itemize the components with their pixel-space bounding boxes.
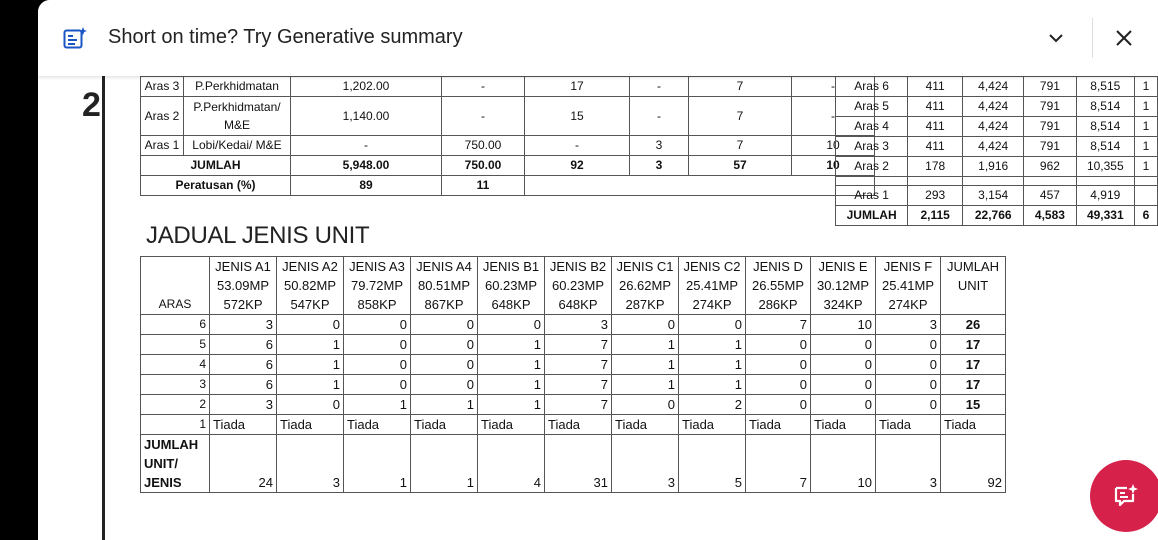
column-header: JENIS B2 <box>545 257 612 277</box>
column-header: JENIS F <box>876 257 941 277</box>
column-header: JENIS A1 <box>210 257 277 277</box>
table-cell: 8,514 <box>1076 117 1134 137</box>
empty-cell <box>941 435 1006 455</box>
table-cell: 6 <box>1135 206 1158 226</box>
unit-count: Tiada <box>612 415 679 435</box>
table-row <box>141 415 1006 435</box>
table-row <box>141 395 1006 415</box>
table-cell: 411 <box>908 117 963 137</box>
unit-count: Tiada <box>210 415 277 435</box>
empty-cell <box>525 176 875 196</box>
unit-count: 0 <box>679 315 746 335</box>
table-row <box>141 77 875 97</box>
empty-cell <box>836 177 908 186</box>
empty-cell <box>1024 177 1076 186</box>
unit-count: Tiada <box>811 415 876 435</box>
empty-cell <box>141 276 210 295</box>
table-cell: - <box>525 136 630 156</box>
empty-cell <box>478 454 545 473</box>
empty-cell <box>478 435 545 455</box>
jumlah-unit-header <box>941 295 1006 315</box>
column-header: JENIS A4 <box>411 257 478 277</box>
aras-value: 2 <box>141 395 210 415</box>
table-cell: 791 <box>1024 117 1076 137</box>
table-row <box>141 473 1006 493</box>
unit-count: 10 <box>811 315 876 335</box>
jumlah-unit-value: 4 <box>478 473 545 493</box>
jumlah-label: JUMLAH <box>141 156 291 176</box>
jumlah-unit-header: JUMLAH <box>941 257 1006 277</box>
jumlah-value: 10 <box>792 156 875 176</box>
column-header: 80.51MP <box>411 276 478 295</box>
table-cell: - <box>792 97 875 136</box>
aras-label: ARAS <box>141 295 210 315</box>
table-cell: 1,916 <box>963 157 1024 177</box>
unit-count: 1 <box>411 395 478 415</box>
table-cell: P.Perkhidmatan/ M&E <box>184 97 291 136</box>
unit-count: Tiada <box>746 415 811 435</box>
unit-count: 1 <box>478 355 545 375</box>
unit-count: 0 <box>876 355 941 375</box>
unit-count: 0 <box>746 355 811 375</box>
table-cell: 4,919 <box>1076 186 1134 206</box>
column-header: 572KP <box>210 295 277 315</box>
peratusan-label: Peratusan (%) <box>141 176 291 196</box>
jumlah-unit-value: 10 <box>811 473 876 493</box>
unit-count: 1 <box>277 335 344 355</box>
unit-count: 0 <box>411 355 478 375</box>
empty-cell <box>746 454 811 473</box>
jumlah-value: 92 <box>525 156 630 176</box>
table-cell: Aras 1 <box>141 136 184 156</box>
generative-summary-banner[interactable] <box>38 0 1158 76</box>
unit-total: 17 <box>941 375 1006 395</box>
table-cell: - <box>630 97 689 136</box>
jumlah-value: 57 <box>689 156 792 176</box>
page-margin-line <box>102 76 105 540</box>
unit-count: 1 <box>277 355 344 375</box>
peratusan-value: 89 <box>291 176 442 196</box>
unit-count: 0 <box>811 395 876 415</box>
table-cell: Aras 1 <box>836 186 908 206</box>
unit-count: 0 <box>411 315 478 335</box>
column-header: 53.09MP <box>210 276 277 295</box>
unit-count: 0 <box>746 375 811 395</box>
empty-cell <box>811 435 876 455</box>
table-cell: 1,202.00 <box>291 77 442 97</box>
unit-count: Tiada <box>411 415 478 435</box>
unit-total: 26 <box>941 315 1006 335</box>
table-cell: 10 <box>792 136 875 156</box>
empty-cell <box>679 454 746 473</box>
document-page <box>38 0 1158 540</box>
aras-value: 6 <box>141 315 210 335</box>
table-cell: 3,154 <box>963 186 1024 206</box>
table-cell: 8,515 <box>1076 77 1134 97</box>
column-header: 26.62MP <box>612 276 679 295</box>
aras-value: 4 <box>141 355 210 375</box>
table-cell: 1 <box>1135 77 1158 97</box>
table-row <box>141 355 1006 375</box>
table-cell: Aras 5 <box>836 97 908 117</box>
table-cell: Aras 2 <box>836 157 908 177</box>
table-cell: 1,140.00 <box>291 97 442 136</box>
table-row <box>141 435 1006 455</box>
empty-cell <box>612 435 679 455</box>
unit-table-heading: JADUAL JENIS UNIT <box>146 222 370 249</box>
empty-cell <box>277 435 344 455</box>
jumlah-unit-value: 24 <box>210 473 277 493</box>
unit-count: 1 <box>679 335 746 355</box>
column-header: 648KP <box>545 295 612 315</box>
floor-area-table <box>140 76 875 196</box>
empty-cell <box>612 454 679 473</box>
table-cell: 7 <box>689 97 792 136</box>
unit-count: 0 <box>277 315 344 335</box>
empty-cell <box>411 435 478 455</box>
jumlah-value: 3 <box>630 156 689 176</box>
table-cell: 1 <box>1135 157 1158 177</box>
unit-count: 0 <box>277 395 344 415</box>
unit-count: 0 <box>811 335 876 355</box>
unit-count: 1 <box>277 375 344 395</box>
column-header: JENIS D <box>746 257 811 277</box>
jumlah-unit-value: 5 <box>679 473 746 493</box>
empty-cell <box>545 454 612 473</box>
table-row <box>836 137 1158 157</box>
empty-cell <box>746 435 811 455</box>
table-cell: Aras 3 <box>141 77 184 97</box>
unit-count: 0 <box>876 395 941 415</box>
table-row <box>141 97 875 136</box>
table-cell: 293 <box>908 186 963 206</box>
unit-count: Tiada <box>478 415 545 435</box>
unit-count: 0 <box>612 395 679 415</box>
empty-cell <box>344 454 411 473</box>
unit-count: Tiada <box>876 415 941 435</box>
table-cell: - <box>442 77 525 97</box>
table-cell: 457 <box>1024 186 1076 206</box>
empty-cell <box>679 435 746 455</box>
table-row <box>836 77 1158 97</box>
column-header: JENIS A3 <box>344 257 411 277</box>
table-cell <box>1135 186 1158 206</box>
table-row <box>141 276 1006 295</box>
table-row <box>141 315 1006 335</box>
jumlah-unit-label: JUMLAH <box>141 435 210 455</box>
table-cell: Aras 2 <box>141 97 184 136</box>
table-row <box>836 206 1158 226</box>
unit-count: 1 <box>612 375 679 395</box>
column-header: 274KP <box>679 295 746 315</box>
unit-count: 0 <box>746 395 811 415</box>
table-cell: - <box>291 136 442 156</box>
column-header: 60.23MP <box>545 276 612 295</box>
table-row <box>836 97 1158 117</box>
empty-cell <box>141 257 210 277</box>
unit-count: 1 <box>612 355 679 375</box>
floor-summary-table <box>835 76 1158 226</box>
table-row <box>141 176 875 196</box>
unit-count: 3 <box>210 315 277 335</box>
column-header: JENIS C2 <box>679 257 746 277</box>
column-header: 867KP <box>411 295 478 315</box>
unit-count: 1 <box>478 375 545 395</box>
jumlah-unit-value: 3 <box>277 473 344 493</box>
table-row <box>141 156 875 176</box>
table-cell: 411 <box>908 97 963 117</box>
banner-title[interactable]: Short on time? Try Generative summary <box>108 26 463 48</box>
unit-count: Tiada <box>545 415 612 435</box>
peratusan-value: 11 <box>442 176 525 196</box>
unit-count: 7 <box>545 335 612 355</box>
table-cell: 791 <box>1024 77 1076 97</box>
empty-cell <box>941 454 1006 473</box>
unit-count: 7 <box>545 375 612 395</box>
unit-count: 7 <box>545 355 612 375</box>
table-row <box>141 375 1006 395</box>
unit-count: 0 <box>344 315 411 335</box>
column-header: 25.41MP <box>876 276 941 295</box>
jumlah-unit-value: 3 <box>876 473 941 493</box>
unit-count: 7 <box>746 315 811 335</box>
empty-cell <box>210 435 277 455</box>
table-cell: Aras 3 <box>836 137 908 157</box>
table-cell: 8,514 <box>1076 137 1134 157</box>
table-cell: 22,766 <box>963 206 1024 226</box>
unit-count: 6 <box>210 335 277 355</box>
ai-summary-icon <box>1112 482 1140 510</box>
unit-count: 0 <box>344 375 411 395</box>
ai-summary-button[interactable] <box>1090 460 1158 532</box>
unit-total: 17 <box>941 355 1006 375</box>
column-header: JENIS B1 <box>478 257 545 277</box>
table-cell: 1 <box>1135 117 1158 137</box>
unit-count: 6 <box>210 355 277 375</box>
unit-count: 0 <box>411 335 478 355</box>
unit-count: 1 <box>478 395 545 415</box>
unit-count: 1 <box>478 335 545 355</box>
table-cell: 178 <box>908 157 963 177</box>
column-header: 50.82MP <box>277 276 344 295</box>
close-icon[interactable] <box>1112 26 1136 50</box>
empty-cell <box>277 454 344 473</box>
table-cell: Aras 4 <box>836 117 908 137</box>
table-row <box>836 186 1158 206</box>
table-cell: 1 <box>1135 137 1158 157</box>
column-header: 79.72MP <box>344 276 411 295</box>
jumlah-unit-value: 3 <box>612 473 679 493</box>
empty-cell <box>545 435 612 455</box>
unit-count: 0 <box>612 315 679 335</box>
jumlah-unit-value: 1 <box>344 473 411 493</box>
unit-total: 15 <box>941 395 1006 415</box>
table-row <box>836 177 1158 186</box>
empty-cell <box>963 177 1024 186</box>
unit-count: 1 <box>679 375 746 395</box>
empty-cell <box>876 435 941 455</box>
banner-divider <box>1092 18 1093 58</box>
unit-count: 1 <box>344 395 411 415</box>
unit-count: 7 <box>545 395 612 415</box>
aras-value: 3 <box>141 375 210 395</box>
unit-count: Tiada <box>344 415 411 435</box>
unit-count: 2 <box>679 395 746 415</box>
table-cell: 962 <box>1024 157 1076 177</box>
unit-count: 6 <box>210 375 277 395</box>
jumlah-grand-total: 92 <box>941 473 1006 493</box>
unit-count: Tiada <box>277 415 344 435</box>
jumlah-unit-value: 31 <box>545 473 612 493</box>
page-number: 2 <box>82 86 101 124</box>
column-header: JENIS C1 <box>612 257 679 277</box>
table-cell: 1 <box>1135 97 1158 117</box>
table-cell: 4,424 <box>963 77 1024 97</box>
unit-count: 0 <box>876 335 941 355</box>
column-header: 25.41MP <box>679 276 746 295</box>
table-cell: - <box>630 77 689 97</box>
unit-count: Tiada <box>679 415 746 435</box>
column-header: 30.12MP <box>811 276 876 295</box>
document-viewer <box>38 0 1158 540</box>
table-cell: 10,355 <box>1076 157 1134 177</box>
unit-count: 3 <box>210 395 277 415</box>
table-cell: 49,331 <box>1076 206 1134 226</box>
table-cell: 4,424 <box>963 97 1024 117</box>
table-cell: 791 <box>1024 137 1076 157</box>
table-cell: 2,115 <box>908 206 963 226</box>
jumlah-value: 750.00 <box>442 156 525 176</box>
table-cell: 411 <box>908 137 963 157</box>
table-row <box>836 117 1158 137</box>
aras-value: 1 <box>141 415 210 435</box>
table-row <box>141 257 1006 277</box>
jumlah-unit-header: UNIT <box>941 276 1006 295</box>
summary-icon <box>63 26 89 50</box>
table-cell: 750.00 <box>442 136 525 156</box>
empty-cell <box>344 435 411 455</box>
table-cell: JUMLAH <box>836 206 908 226</box>
column-header: 547KP <box>277 295 344 315</box>
unit-count: 0 <box>344 335 411 355</box>
aras-value: 5 <box>141 335 210 355</box>
table-row <box>141 136 875 156</box>
empty-cell <box>876 454 941 473</box>
jumlah-value: 5,948.00 <box>291 156 442 176</box>
table-cell: 15 <box>525 97 630 136</box>
unit-count: 0 <box>344 355 411 375</box>
table-cell: 3 <box>630 136 689 156</box>
table-cell: 4,424 <box>963 117 1024 137</box>
empty-cell <box>908 177 963 186</box>
table-row <box>141 295 1006 315</box>
column-header: 274KP <box>876 295 941 315</box>
table-cell: P.Perkhidmatan <box>184 77 291 97</box>
unit-count: 0 <box>478 315 545 335</box>
unit-count: 0 <box>746 335 811 355</box>
empty-cell <box>1135 177 1158 186</box>
column-header: 858KP <box>344 295 411 315</box>
unit-count: 1 <box>612 335 679 355</box>
unit-type-table <box>140 256 1006 493</box>
unit-count: 3 <box>545 315 612 335</box>
table-cell: Lobi/Kedai/ M&E <box>184 136 291 156</box>
table-cell: 4,424 <box>963 137 1024 157</box>
jumlah-unit-value: 7 <box>746 473 811 493</box>
unit-count: 0 <box>811 355 876 375</box>
table-row <box>836 157 1158 177</box>
chevron-down-icon[interactable] <box>1044 28 1068 48</box>
column-header: 648KP <box>478 295 545 315</box>
unit-total: 17 <box>941 335 1006 355</box>
table-cell: 17 <box>525 77 630 97</box>
column-header: 286KP <box>746 295 811 315</box>
unit-count: 3 <box>876 315 941 335</box>
column-header: 26.55MP <box>746 276 811 295</box>
column-header: JENIS A2 <box>277 257 344 277</box>
table-cell: 7 <box>689 136 792 156</box>
table-cell: - <box>442 97 525 136</box>
unit-count: 0 <box>411 375 478 395</box>
jumlah-unit-value: 1 <box>411 473 478 493</box>
unit-count: 0 <box>876 375 941 395</box>
column-header: 60.23MP <box>478 276 545 295</box>
column-header: 324KP <box>811 295 876 315</box>
table-cell: 8,514 <box>1076 97 1134 117</box>
empty-cell <box>1076 177 1134 186</box>
unit-total: Tiada <box>941 415 1006 435</box>
unit-count: 1 <box>679 355 746 375</box>
table-cell: Aras 6 <box>836 77 908 97</box>
table-cell: 4,583 <box>1024 206 1076 226</box>
table-cell: 7 <box>689 77 792 97</box>
jumlah-unit-label: UNIT/ <box>141 454 210 473</box>
column-header: 287KP <box>612 295 679 315</box>
unit-count: 0 <box>811 375 876 395</box>
table-row <box>141 454 1006 473</box>
empty-cell <box>811 454 876 473</box>
table-cell: 791 <box>1024 97 1076 117</box>
empty-cell <box>411 454 478 473</box>
table-cell: 411 <box>908 77 963 97</box>
jumlah-unit-label: JENIS <box>141 473 210 493</box>
table-row <box>141 335 1006 355</box>
empty-cell <box>210 454 277 473</box>
table-cell: - <box>792 77 875 97</box>
column-header: JENIS E <box>811 257 876 277</box>
